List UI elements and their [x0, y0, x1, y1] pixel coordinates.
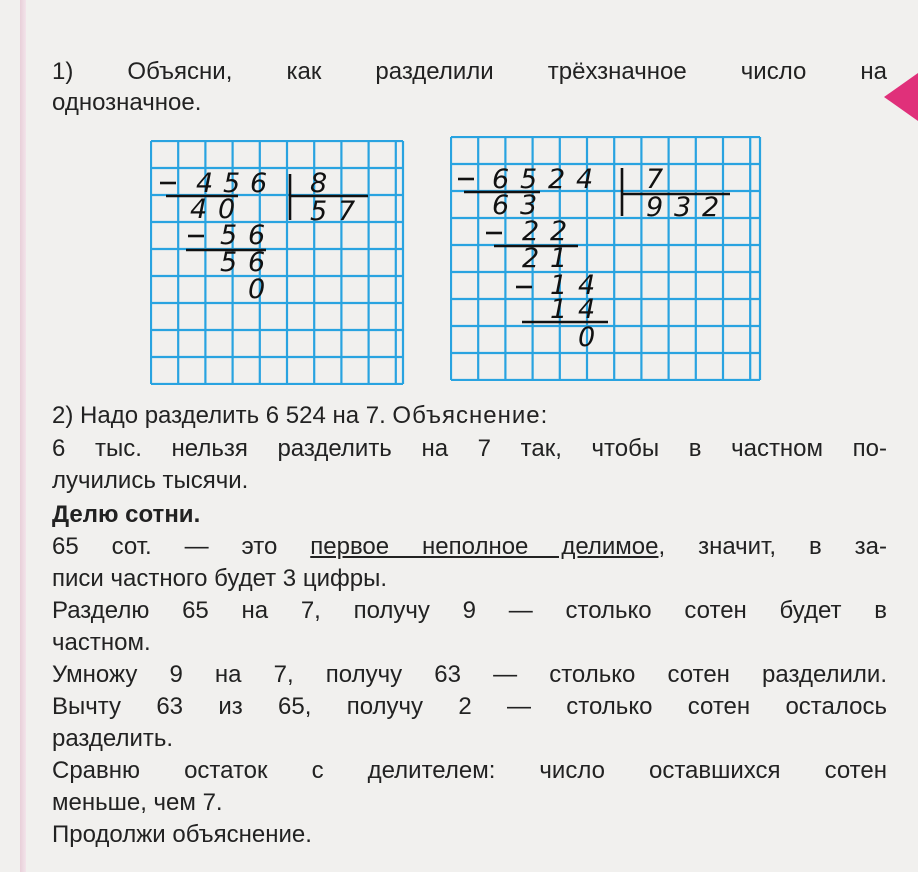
page-margin-line — [20, 0, 26, 872]
task2-line1 — [52, 400, 887, 431]
bookmark-tab — [884, 73, 918, 121]
grid-1 — [151, 141, 403, 384]
task2-line3: лучились тысячи. — [52, 467, 249, 494]
step-digit: 2 — [522, 216, 540, 247]
task2-line13: меньше, чем 7. — [52, 789, 223, 816]
task2-line12: Сравню остаток с делителем: число оставшихся сотен — [52, 757, 887, 784]
division-example-2 — [450, 136, 762, 381]
dividend-digit-3: 6 — [250, 168, 268, 199]
task2-line6: писи частного будет 3 цифры. — [52, 565, 387, 592]
step-digit: 3 — [520, 190, 538, 221]
task2-line5c: , значит, в за- — [658, 533, 887, 560]
step-digit: 1 — [550, 243, 568, 274]
step-digit: 5 — [220, 247, 238, 278]
task2-line9: Умножу 9 на 7, получу 63 — столько сотен разделили. — [52, 661, 887, 688]
quotient-digit-1: 5 — [310, 196, 328, 227]
step-digit: 2 — [550, 216, 568, 247]
dividend-digit-4: 4 — [576, 164, 594, 195]
dividend-digit-3: 2 — [548, 164, 566, 195]
step-digit: 5 — [220, 220, 238, 251]
divisor: 8 — [310, 168, 328, 199]
task2-line2: 6 тыс. нельзя разделить на 7 так, чтобы в частном по- — [52, 435, 887, 462]
task2-line14: Продолжи объяснение. — [52, 821, 312, 848]
step-digit: 6 — [492, 190, 510, 221]
step-digit: 1 — [550, 294, 568, 325]
division-example-1 — [150, 140, 405, 385]
quotient-digit-1: 9 — [646, 192, 664, 223]
divisor: 7 — [646, 164, 664, 195]
step-digit: 4 — [578, 270, 596, 301]
step-digit: 2 — [522, 243, 540, 274]
task2-line5 — [52, 531, 887, 562]
quotient-digit-3: 2 — [702, 192, 720, 223]
step-digit: 6 — [248, 220, 266, 251]
step-digit: 4 — [190, 194, 208, 225]
step-digit: 6 — [248, 247, 266, 278]
dividend-digit-1: 6 — [492, 164, 510, 195]
step-digit: 0 — [218, 194, 236, 225]
task2-line10: Вычту 63 из 65, получу 2 — столько сотен осталось — [52, 693, 887, 720]
task1-line2: однозначное. — [52, 89, 202, 116]
task2-line1a: 2) Надо разделить 6 524 на 7. — [52, 402, 386, 429]
dividend-digit-1: 4 — [196, 168, 214, 199]
task1-line1: 1) Объясни, как разделили трёхзначное число на — [52, 58, 887, 85]
task2-line5a: 65 сот. — это — [52, 533, 278, 560]
first-partial-dividend-term: первое неполное делимое — [310, 533, 659, 560]
task2-line11: разделить. — [52, 725, 174, 752]
task2-heading: Делю сотни. — [52, 501, 201, 528]
step-digit: 1 — [550, 270, 568, 301]
dividend-digit-2: 5 — [520, 164, 538, 195]
task2-line7: Разделю 65 на 7, получу 9 — столько сотен будет в — [52, 597, 887, 624]
dividend-digit-2: 5 — [223, 168, 241, 199]
task2-line8: частном. — [52, 629, 151, 656]
quotient-digit-2: 7 — [338, 196, 356, 227]
remainder-digit: 0 — [578, 322, 596, 353]
remainder-digit: 0 — [248, 274, 266, 305]
quotient-digit-2: 3 — [674, 192, 692, 223]
step-digit: 4 — [578, 294, 596, 325]
task2-line1b: Объяснение: — [392, 402, 549, 429]
